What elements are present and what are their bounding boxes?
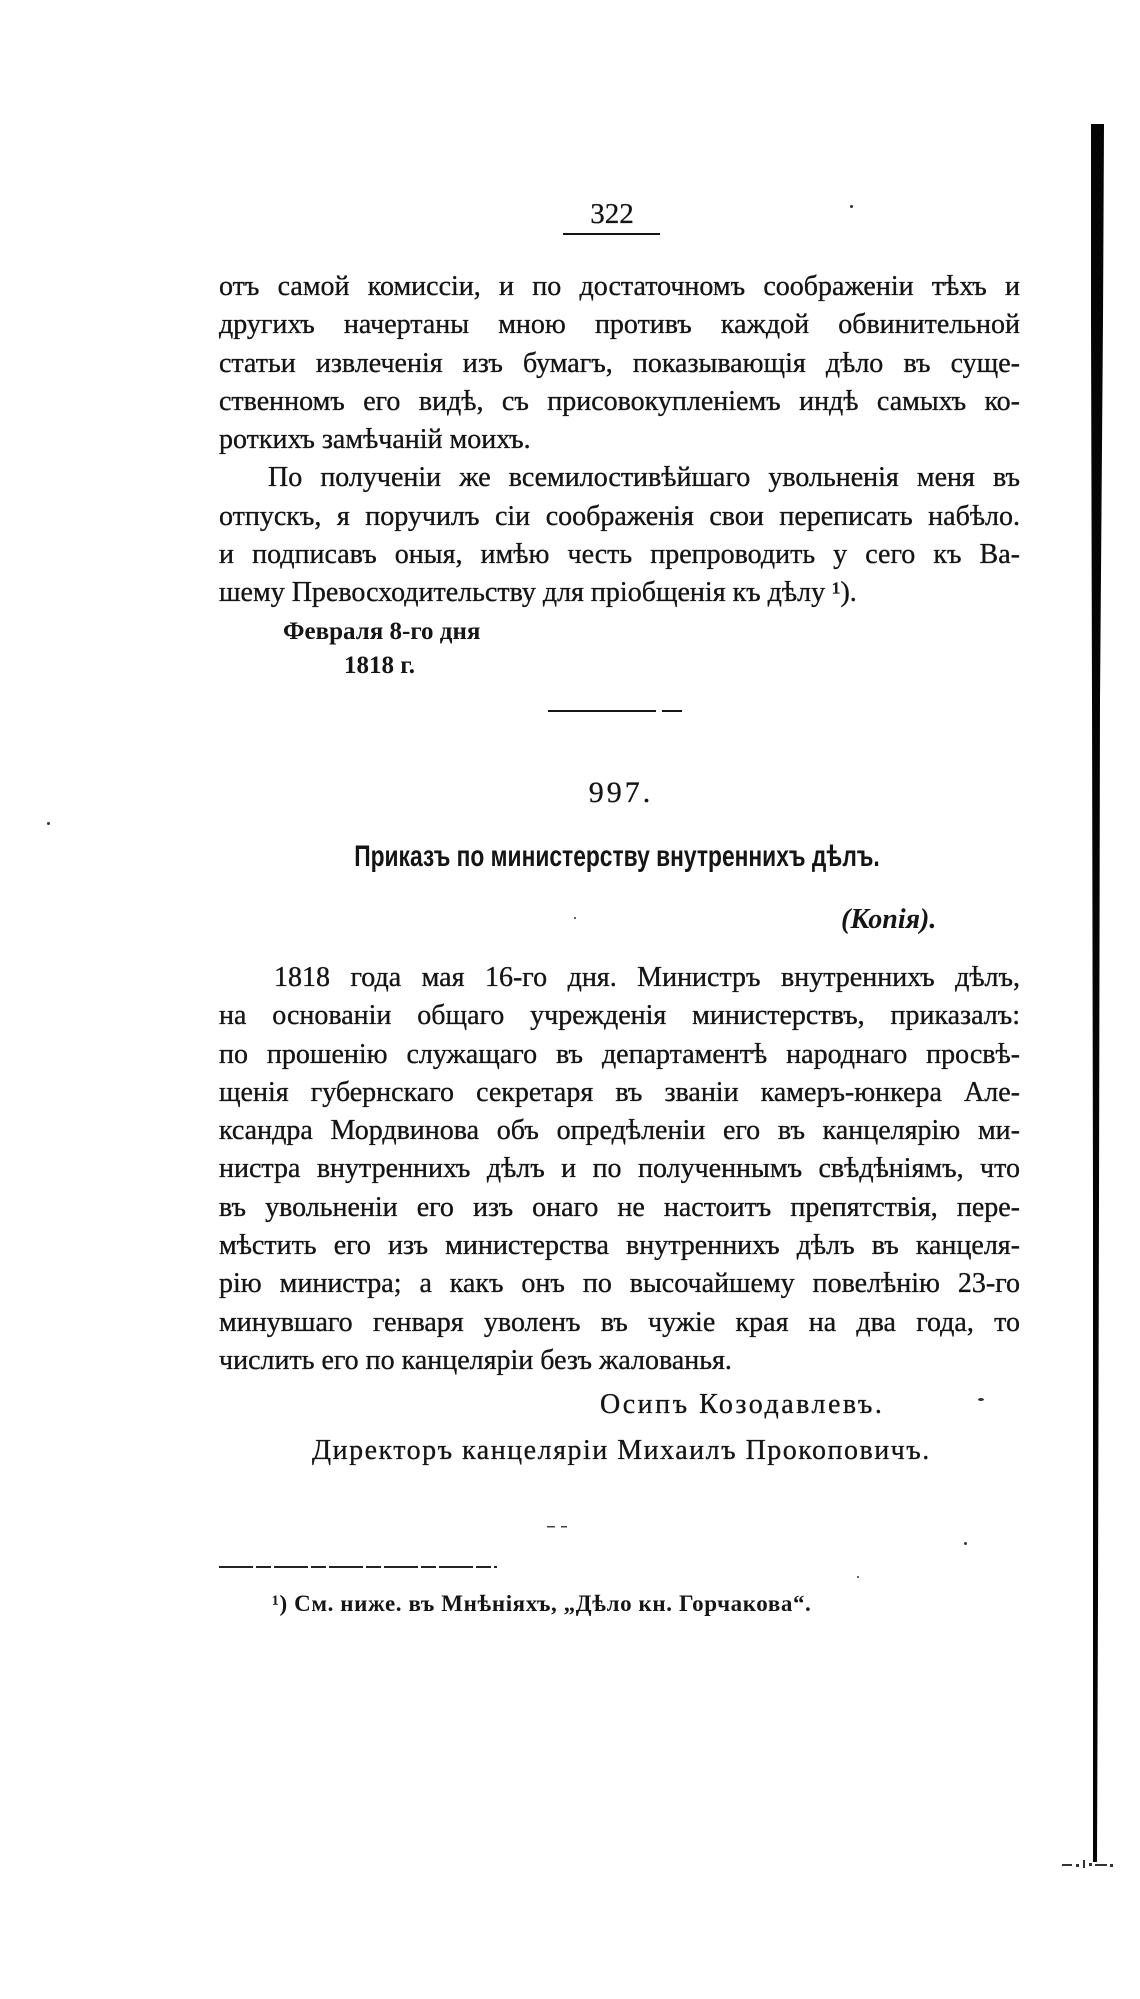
text-line: шему Превосходительству для пріобщенія къ дѣлу ¹). — [219, 577, 857, 609]
page-edge-shadow — [1062, 0, 1122, 1999]
footnote: ¹) См. ниже. въ Мнѣніяхъ, „Дѣло кн. Горчакова“. — [272, 1591, 812, 1616]
scan-speck — [857, 1576, 859, 1578]
scan-speck — [850, 205, 853, 208]
text-line: ственномъ его видѣ, съ присовокупленіемъ индѣ самыхъ ко- — [219, 385, 1020, 417]
section-divider-tail — [662, 710, 682, 712]
text-line: мѣстить его изъ министерства внутреннихъ дѣлъ въ канцеля- — [219, 1230, 1020, 1262]
document-title: Приказъ по министерству внутреннихъ дѣлъ. — [354, 840, 880, 873]
text-line: другихъ начертаны мною противъ каждой обвинительной — [219, 309, 1020, 341]
text-line: нистра внутреннихъ дѣлъ и по полученнымъ свѣдѣніямъ, что — [219, 1153, 1020, 1185]
signature: Осипъ Козодавлевъ. — [600, 1389, 885, 1420]
text-line: минувшаго генваря уволенъ въ чужіе края на два года, то — [219, 1306, 1020, 1338]
text-line: 1818 года мая 16-го дня. Министръ внутреннихъ дѣлъ, — [274, 962, 1020, 993]
scan-speck — [964, 1542, 967, 1545]
document-body — [219, 959, 1020, 1380]
text-line: по прошенію служащаго въ департаментѣ народнаго просвѣ- — [219, 1038, 1020, 1070]
document-number: 997. — [588, 776, 654, 809]
text-line: отъ самой комиссіи, и по достаточномъ соображеніи тѣхъ и — [219, 271, 1020, 302]
copy-note: (Копія). — [841, 904, 937, 935]
text-line: статьи извлеченія изъ бумагъ, показывающія дѣло въ суще- — [219, 347, 1020, 379]
scan-dashes — [545, 1520, 585, 1532]
text-line: на основаніи общаго учрежденія министерствъ, приказалъ: — [219, 1000, 1020, 1032]
footnote-rule — [219, 1566, 497, 1568]
text-line: отпускъ, я поручилъ сіи соображенія свои переписать набѣло. — [219, 500, 1020, 532]
text-line: По полученіи же всемилостивѣйшаго увольненія меня въ — [268, 462, 1020, 494]
countersignature: Директоръ канцеляріи Михаилъ Прокоповичъ. — [312, 1435, 931, 1466]
text-line: щенія губернскаго секретаря въ званіи камеръ-юнкера Але- — [219, 1076, 1020, 1108]
page-number-rule — [563, 233, 660, 235]
scan-speck — [574, 917, 576, 919]
text-line: въ увольненіи его изъ онаго не настоитъ препятствія, пере- — [219, 1191, 1020, 1223]
section-divider — [548, 710, 656, 712]
page-number: 322 — [590, 198, 634, 230]
text-line: и подписавъ оныя, имѣю честь препроводить у сего къ Ва- — [219, 539, 1020, 571]
continuation-text — [219, 268, 1020, 613]
scan-speck — [47, 822, 50, 825]
text-line: ксандра Мордвинова объ опредѣленіи его въ канцелярію ми- — [219, 1115, 1020, 1147]
letter-date: Февраля 8-го дня — [283, 618, 481, 645]
scan-speck — [978, 1398, 984, 1401]
text-line: числить его по канцеляріи безъ жалованья. — [219, 1344, 732, 1376]
text-line: роткихъ замѣчаній моихъ. — [219, 424, 531, 456]
text-line: рію министра; а какъ онъ по высочайшему повелѣнію 23-го — [219, 1268, 1020, 1300]
letter-year: 1818 г. — [344, 652, 416, 679]
